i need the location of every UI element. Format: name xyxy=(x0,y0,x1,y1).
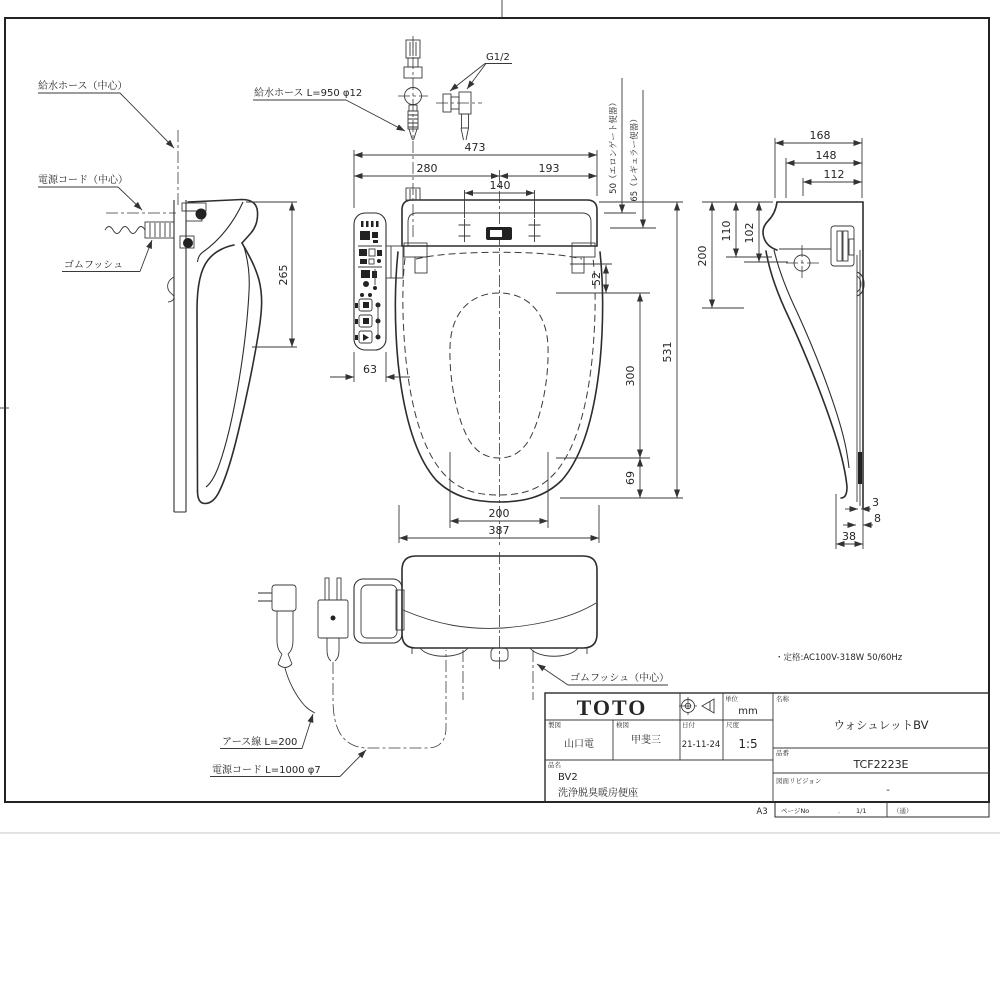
unit-value: mm xyxy=(738,706,758,717)
part-no: TCF2223E xyxy=(853,758,909,771)
dim-regular-note: 65（レギュラー便器） xyxy=(630,114,640,202)
drawn-label: 製図 xyxy=(548,721,561,729)
unit-label: 単位 xyxy=(725,695,738,703)
page-label: ページNo xyxy=(781,807,810,815)
toto-logo: TOTO xyxy=(576,695,648,720)
control-panel xyxy=(354,213,386,350)
label-rubber-bush: ゴムフッシュ xyxy=(64,260,124,271)
dim-overall-width: 473 xyxy=(464,141,486,154)
she​et-size: A3 xyxy=(756,807,768,817)
power-plug xyxy=(318,578,446,748)
date-label: 日付 xyxy=(682,721,695,729)
dim-right-102: 102 xyxy=(743,222,756,244)
dim-seat-width: 387 xyxy=(488,524,510,537)
item-label: 品名 xyxy=(548,761,561,769)
item-name: 洗浄脱臭暖房便座 xyxy=(558,788,638,799)
title-block xyxy=(545,693,989,817)
dim-rear-left: 280 xyxy=(416,162,438,175)
label-supply-hose-center: 給水ホース（中心） xyxy=(38,81,128,92)
page-value: 1/1 xyxy=(856,807,867,815)
date-value: 21-11-24 xyxy=(681,740,721,750)
dim-bolt-pitch: 140 xyxy=(489,179,511,192)
dim-opening-to-front: 69 xyxy=(624,471,637,485)
revision-label: 図面リビジョン xyxy=(776,777,822,785)
plan-view xyxy=(253,36,683,545)
dim-body-to-seat: 52 xyxy=(590,272,603,286)
checked-label: 検図 xyxy=(616,721,629,729)
dim-right-110: 110 xyxy=(720,220,733,242)
projection-symbol-icon xyxy=(679,697,714,715)
dim-overall-length: 531 xyxy=(661,341,674,363)
dim-side-height: 265 xyxy=(277,264,290,286)
dim-panel-width: 63 xyxy=(363,363,377,376)
label-earth-wire: アース線 L=200 xyxy=(222,737,298,748)
part-no-label: 品番 xyxy=(776,749,789,757)
label-power-cord-center: 電源コード（中心） xyxy=(38,175,128,186)
dim-gap-8: 8 xyxy=(874,512,881,525)
label-rubber-bush-center: ゴムフッシュ（中心） xyxy=(570,673,670,684)
drawn-by: 山口電 xyxy=(564,739,594,750)
product-name: ウォシュレットBV xyxy=(833,718,929,732)
shutoff-valve xyxy=(436,92,482,140)
dim-base-38: 38 xyxy=(842,530,856,543)
right-view xyxy=(696,129,881,549)
page-note: （通） xyxy=(893,807,913,815)
side-view xyxy=(38,79,297,512)
item-code: BV2 xyxy=(558,772,578,783)
dim-gap-3: 3 xyxy=(872,496,879,509)
scale-value: 1:5 xyxy=(738,737,758,751)
front-view xyxy=(210,552,669,777)
label-thread-size: G1/2 xyxy=(486,52,510,63)
label-power-cord: 電源コード L=1000 φ7 xyxy=(212,765,321,776)
checked-by: 甲斐三 xyxy=(631,735,661,746)
dim-depth-hinge: 112 xyxy=(823,168,845,181)
scale-label: 尺度 xyxy=(726,721,739,729)
dim-opening-width: 200 xyxy=(488,507,510,520)
dim-depth-body: 148 xyxy=(815,149,837,162)
revision-value: - xyxy=(886,785,890,796)
dim-depth-overall: 168 xyxy=(809,129,831,142)
name-label: 名称 xyxy=(776,695,789,703)
dim-right-200: 200 xyxy=(696,245,709,267)
dim-elongate-note: 50（エロンゲート便器） xyxy=(609,98,619,194)
label-supply-hose-spec: 給水ホース L=950 φ12 xyxy=(254,88,363,99)
ground-terminal xyxy=(258,585,315,713)
dim-opening-length: 300 xyxy=(624,365,637,387)
rating-note: ・定格:AC100V-318W 50/60Hz xyxy=(775,653,903,663)
page-sep: ． xyxy=(838,807,845,815)
dim-rear-right: 193 xyxy=(538,162,560,175)
